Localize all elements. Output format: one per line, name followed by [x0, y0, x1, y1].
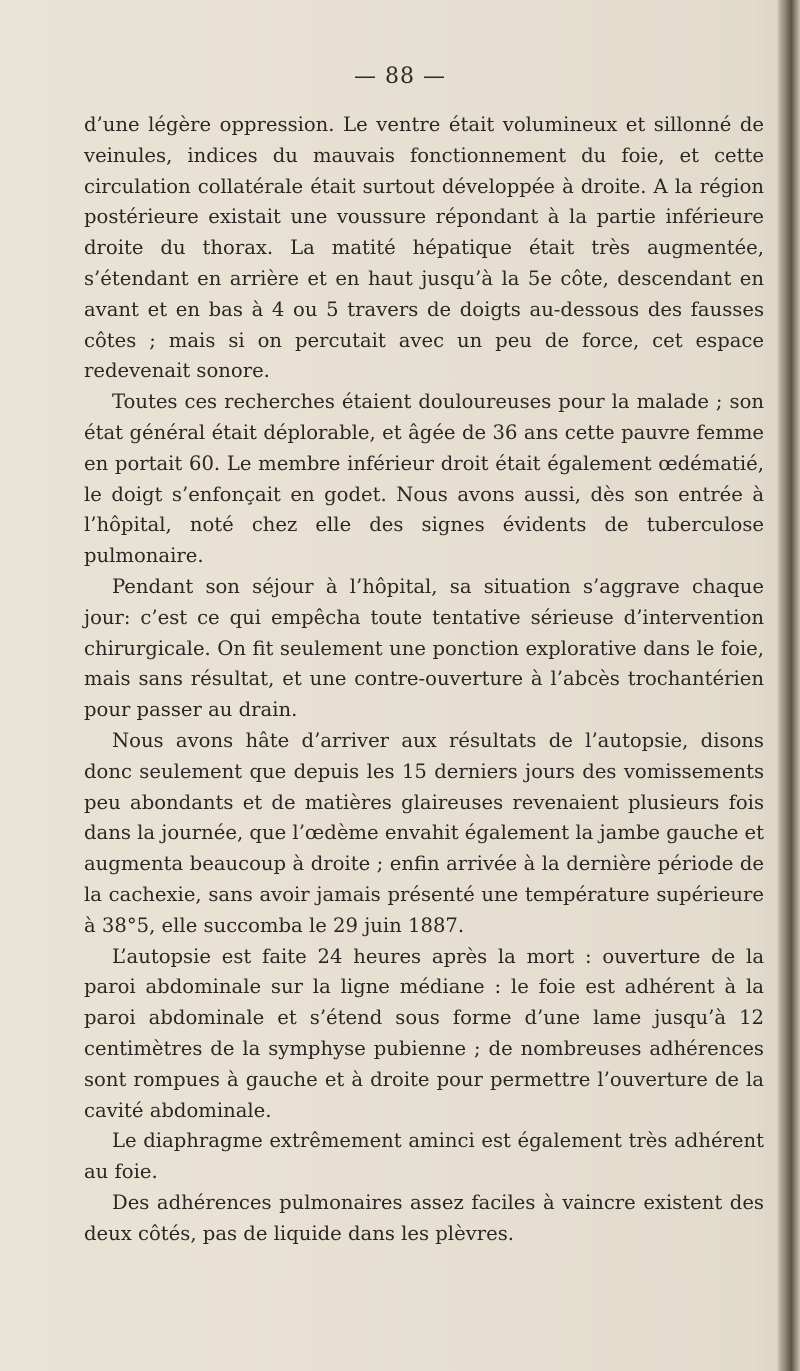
paragraph-1: d’une légère oppression. Le ventre était volumineux et sillonné de veinules, indices du mauvais fonctionnement du foie, et cette circulation collatérale était surtout développée à droite. A la région postérieure existait une voussure répondant à la partie inférieure droite du thorax. La matité hépatique était très augmentée, s’étendant en arrière et en haut jusqu’à la 5e côte, descendant en avant et en bas à 4 ou 5 travers de doigts au-dessous des fausses côtes ; mais si on percutait avec un peu de force, cet espace redevenait sonore. — [84, 113, 764, 383]
paragraph-4: Nous avons hâte d’arriver aux résultats de l’autopsie, disons donc seulement que depuis les 15 derniers jours des vomissements peu abondants et de matières glaireuses revenaient plusieurs fois dans la journée, que l’œdème envahit également la jambe gauche et augmenta beaucoup à droite ; enfin arrivée à la dernière période de la cachexie, sans avoir jamais présenté une température supérieure à 38°5, elle succomba le 29 juin 1887. — [84, 728, 764, 937]
body-text — [84, 110, 764, 1249]
paragraph-7: Des adhérences pulmonaires assez faciles à vaincre existent des deux côtés, pas de liquide dans les plèvres. — [84, 1190, 764, 1245]
paragraph-6: Le diaphragme extrêmement aminci est également très adhérent au foie. — [84, 1129, 764, 1184]
paragraph-3: Pendant son séjour à l’hôpital, sa situation s’aggrave chaque jour: c’est ce qui empêcha toute tentative sérieuse d’intervention chirurgicale. On fit seulement une ponction explorative dans le foie, mais sans résultat, et une contre-ouverture à l’abcès trochantérien pour passer au drain. — [84, 574, 764, 722]
paragraph-5: L’autopsie est faite 24 heures après la mort : ouverture de la paroi abdominale sur la ligne médiane : le foie est adhérent à la paroi abdominale et s’étend sous forme d’une lame jusqu’à 12 centimètres de la symphyse pubienne ; de nombreuses adhérences sont rompues à gauche et à droite pour permettre l’ouverture de la cavité abdominale. — [84, 944, 764, 1122]
book-spine-edge — [778, 0, 800, 1371]
page-number: — 88 — — [354, 64, 446, 89]
paragraph-2: Toutes ces recherches étaient douloureuses pour la malade ; son état général était déplorable, et âgée de 36 ans cette pauvre femme en portait 60. Le membre inférieur droit était également œdématié, le doigt s’enfonçait en godet. Nous avons aussi, dès son entrée à l’hôpital, noté chez elle des signes évidents de tuberculose pulmonaire. — [84, 390, 764, 568]
